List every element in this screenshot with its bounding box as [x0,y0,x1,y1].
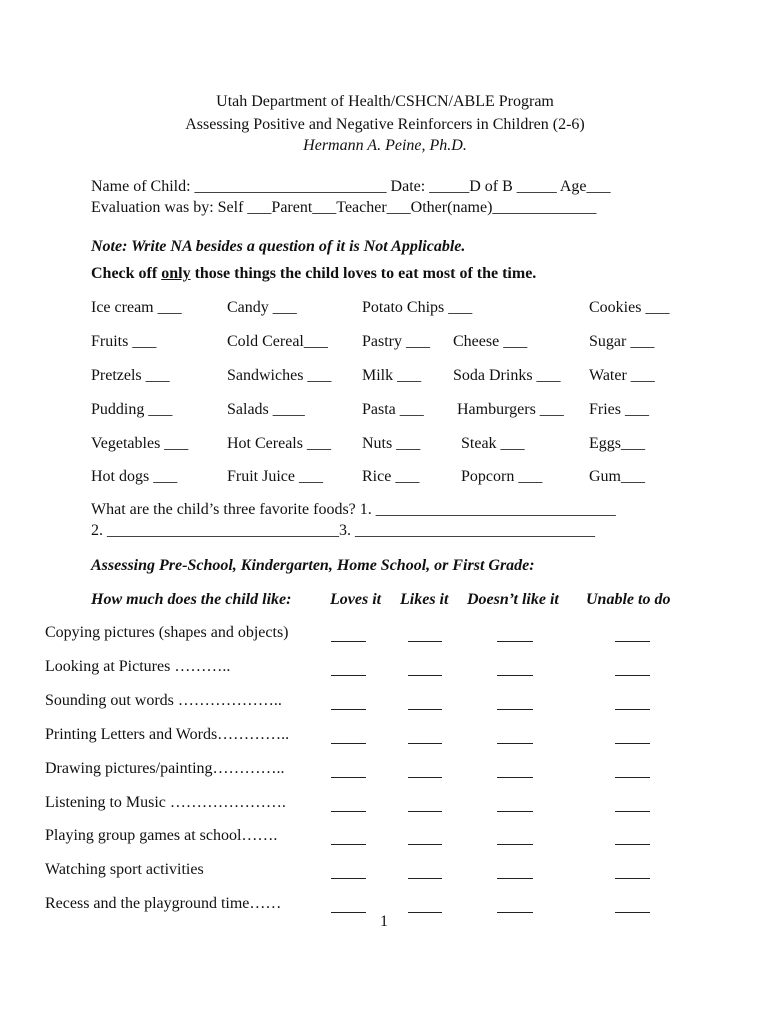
food-item[interactable]: Eggs___ [589,435,645,452]
loves-it-blank[interactable] [331,912,366,913]
loves-it-blank[interactable] [331,844,366,845]
doesnt-like-it-blank[interactable] [497,912,533,913]
doesnt-like-it-blank[interactable] [497,709,533,710]
favorite-foods-line-1[interactable]: What are the child’s three favorite foods? 1. ______________________________ [91,501,616,518]
food-item[interactable]: Ice cream ___ [91,299,182,316]
doesnt-like-it-blank[interactable] [497,675,533,676]
food-item[interactable]: Vegetables ___ [91,435,189,452]
unable-to-do-blank[interactable] [615,743,650,744]
unable-to-do-blank[interactable] [615,912,650,913]
activity-label: Listening to Music …………………. [45,794,286,811]
doesnt-like-it-blank[interactable] [497,641,533,642]
food-item[interactable]: Salads ____ [227,401,305,418]
likes-it-blank[interactable] [408,641,442,642]
loves-it-blank[interactable] [331,777,366,778]
instruction-only: only [161,265,191,282]
question-header: How much does the child like: [91,591,292,608]
doesnt-like-it-header: Doesn’t like it [467,591,559,608]
doesnt-like-it-blank[interactable] [497,844,533,845]
section-title: Assessing Pre-School, Kindergarten, Home School, or First Grade: [91,557,535,574]
activity-label: Printing Letters and Words………….. [45,726,290,743]
food-item[interactable]: Gum___ [589,468,645,485]
activity-label: Copying pictures (shapes and objects) [45,624,289,641]
loves-it-blank[interactable] [331,641,366,642]
instruction-pre: Check off [91,265,162,282]
loves-it-blank[interactable] [331,675,366,676]
likes-it-blank[interactable] [408,709,442,710]
food-item[interactable]: Pretzels ___ [91,367,170,384]
food-item[interactable]: Rice ___ [362,468,420,485]
page-number: 1 [380,913,388,930]
likes-it-blank[interactable] [408,878,442,879]
unable-to-do-blank[interactable] [615,675,650,676]
food-item[interactable]: Hamburgers ___ [457,401,564,418]
food-item[interactable]: Nuts ___ [362,435,421,452]
unable-to-do-blank[interactable] [615,878,650,879]
unable-to-do-blank[interactable] [615,811,650,812]
food-item[interactable]: Pasta ___ [362,401,424,418]
doesnt-like-it-blank[interactable] [497,811,533,812]
food-item[interactable]: Soda Drinks ___ [453,367,561,384]
food-item[interactable]: Fruit Juice ___ [227,468,323,485]
food-item[interactable]: Potato Chips ___ [362,299,473,316]
activity-label: Looking at Pictures ……….. [45,658,231,675]
loves-it-header: Loves it [330,591,382,608]
food-item[interactable]: Fruits ___ [91,333,157,350]
na-note: Note: Write NA besides a question of it is Not Applicable. [91,238,466,255]
food-item[interactable]: Hot dogs ___ [91,468,178,485]
food-item[interactable]: Water ___ [589,367,655,384]
doesnt-like-it-blank[interactable] [497,878,533,879]
food-item[interactable]: Milk ___ [362,367,422,384]
food-item[interactable]: Cookies ___ [589,299,670,316]
loves-it-blank[interactable] [331,878,366,879]
form-title: Assessing Positive and Negative Reinforcers in Children (2-6) [185,116,585,133]
food-item[interactable]: Pudding ___ [91,401,173,418]
program-title: Utah Department of Health/CSHCN/ABLE Program [216,93,554,110]
unable-to-do-blank[interactable] [615,844,650,845]
activity-label: Drawing pictures/painting………….. [45,760,285,777]
food-item[interactable]: Sugar ___ [589,333,655,350]
food-item[interactable]: Pastry ___ [362,333,430,350]
food-item[interactable]: Cheese ___ [453,333,528,350]
food-item[interactable]: Steak ___ [461,435,525,452]
loves-it-blank[interactable] [331,811,366,812]
evaluator-line[interactable]: Evaluation was by: Self ___Parent___Teacher___Other(name)_____________ [91,199,597,216]
child-info-line[interactable]: Name of Child: ________________________ Date: _____D of B _____ Age___ [91,178,611,195]
activity-label: Sounding out words ……………….. [45,692,282,709]
food-item[interactable]: Cold Cereal___ [227,333,328,350]
instruction-post: those things the child loves to eat most of the time. [190,265,537,282]
food-item[interactable]: Popcorn ___ [461,468,543,485]
activity-label: Watching sport activities [45,861,204,878]
activity-label: Playing group games at school……. [45,827,278,844]
likes-it-blank[interactable] [408,743,442,744]
loves-it-blank[interactable] [331,709,366,710]
loves-it-blank[interactable] [331,743,366,744]
doesnt-like-it-blank[interactable] [497,743,533,744]
likes-it-header: Likes it [400,591,449,608]
likes-it-blank[interactable] [408,912,442,913]
unable-to-do-blank[interactable] [615,709,650,710]
likes-it-blank[interactable] [408,777,442,778]
food-item[interactable]: Candy ___ [227,299,297,316]
author-name: Hermann A. Peine, Ph.D. [303,137,467,154]
unable-to-do-header: Unable to do [586,591,671,608]
likes-it-blank[interactable] [408,675,442,676]
likes-it-blank[interactable] [408,844,442,845]
activity-label: Recess and the playground time…… [45,895,282,912]
likes-it-blank[interactable] [408,811,442,812]
food-item[interactable]: Hot Cereals ___ [227,435,331,452]
unable-to-do-blank[interactable] [615,777,650,778]
favorite-foods-line-2[interactable]: 2. _____________________________3. ______________________________ [91,522,595,539]
food-item[interactable]: Fries ___ [589,401,649,418]
doesnt-like-it-blank[interactable] [497,777,533,778]
unable-to-do-blank[interactable] [615,641,650,642]
food-instruction [91,265,536,283]
food-item[interactable]: Sandwiches ___ [227,367,332,384]
